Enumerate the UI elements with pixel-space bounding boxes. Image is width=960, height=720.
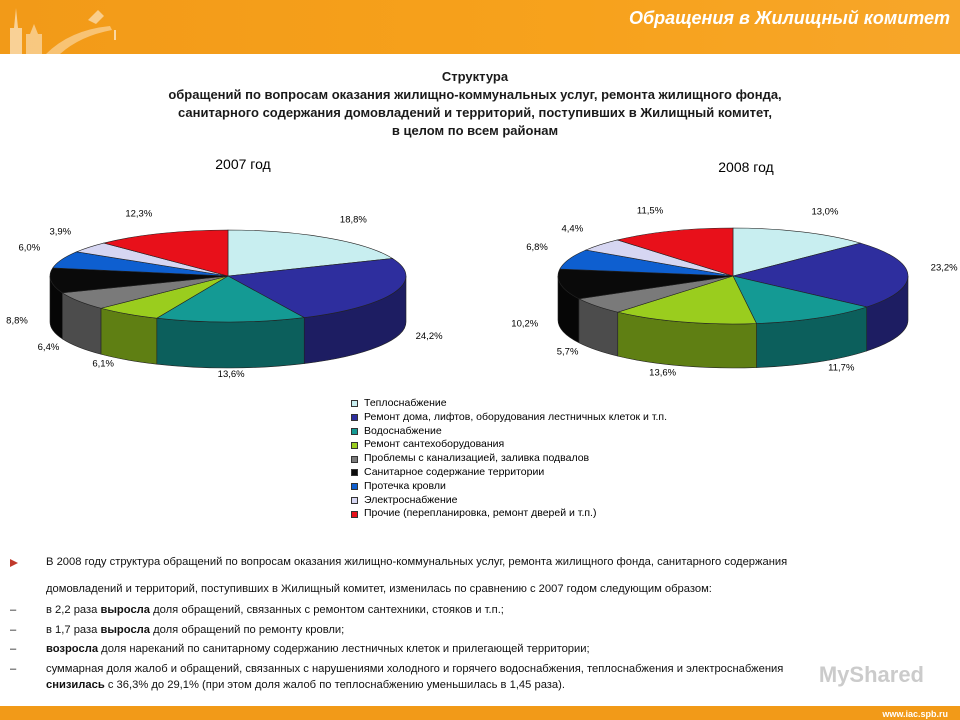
legend-item: [351, 452, 667, 466]
chart-title: 2007 год: [215, 156, 271, 172]
item-text: в 1,7 раза: [46, 624, 101, 636]
legend-label: Ремонт сантехоборудования: [364, 438, 505, 451]
legend-item: [351, 494, 667, 508]
pie-slice-side: [157, 318, 304, 368]
legend-label: Протечка кровли: [364, 479, 446, 492]
item-bold: возросла: [46, 643, 99, 655]
legend-swatch: [351, 400, 358, 407]
legend-label: Прочие (перепланировка, ремонт дверей и т.п.): [364, 507, 597, 520]
item-text: в 2,2 раза: [46, 604, 101, 616]
pie-data-label: 23,2%: [930, 262, 958, 274]
title-line: обращений по вопросам оказания жилищно-коммунальных услуг, ремонта жилищного фонда,: [168, 87, 782, 102]
legend-swatch: [351, 497, 358, 504]
header-title: Обращения в Жилищный комитет: [628, 8, 950, 28]
pie-data-label: 6,8%: [526, 242, 548, 254]
legend-swatch: [351, 428, 358, 435]
pie-data-label: 13,6%: [217, 369, 245, 381]
footer-bar: [0, 706, 960, 720]
item-text: доля обращений, связанных с ремонтом сантехники, стояков и т.п.;: [150, 604, 504, 616]
item-bold: выросла: [100, 624, 151, 636]
legend: [351, 397, 667, 521]
legend-item: [351, 425, 667, 439]
pie-data-label: 6,0%: [18, 242, 41, 254]
chart-title: 2008 год: [718, 159, 774, 175]
legend-label: Электроснабжение: [364, 493, 458, 506]
legend-label: Ремонт дома, лифтов, оборудования лестничных клеток и т.п.: [364, 410, 668, 423]
legend-item: [351, 411, 667, 425]
pie-data-label: 6,1%: [92, 358, 114, 370]
legend-label: Теплоснабжение: [364, 397, 447, 409]
legend-swatch: [351, 483, 358, 490]
legend-label: Санитарное содержание территории: [364, 465, 545, 478]
footer-url[interactable]: www.iac.spb.ru: [882, 709, 948, 719]
intro-line: домовладений и территорий, поступивших в Жилищный комитет, изменилась по сравнению с 2007 годом следующим образом:: [46, 583, 712, 595]
pie-data-label: 13,0%: [811, 206, 839, 218]
legend-label: Водоснабжение: [364, 424, 442, 437]
legend-item: [351, 480, 667, 494]
item-bold: выросла: [100, 604, 151, 616]
pie-data-label: 18,8%: [339, 214, 367, 226]
pie-data-label: 24,2%: [415, 330, 443, 342]
legend-swatch: [351, 456, 358, 463]
item-text: доля нареканий по санитарному содержанию лестничных клеток и прилегающей территории;: [98, 643, 590, 655]
pie-data-label: 6,4%: [37, 341, 60, 353]
pie-chart: [511, 159, 958, 378]
item-bold: снизилась: [46, 679, 105, 691]
legend-swatch: [351, 442, 358, 449]
legend-swatch: [351, 511, 358, 518]
legend-swatch: [351, 414, 358, 421]
pie-data-label: 3,9%: [49, 226, 72, 238]
pie-data-label: 4,4%: [561, 223, 584, 235]
pie-data-label: 10,2%: [511, 318, 539, 330]
intro-line: В 2008 году структура обращений по вопросам оказания жилищно-коммунальных услуг, ремонта жилищного фонда, санитарного содержания: [46, 556, 788, 568]
arrow-bullet-icon: [10, 556, 26, 570]
pie-data-label: 11,7%: [828, 362, 855, 374]
legend-item: [351, 507, 667, 521]
item-text: суммарная доля жалоб и обращений, связанных с нарушениями холодного и горячего водоснабжения, теплоснабжения и электроснабжения: [46, 663, 784, 675]
legend-item: [351, 397, 667, 411]
pie-chart: [6, 156, 443, 380]
pie-data-label: 12,3%: [125, 208, 153, 220]
dash: –: [10, 663, 17, 675]
pie-data-label: 13,6%: [649, 367, 677, 379]
dash: –: [10, 604, 17, 616]
dash: –: [10, 643, 17, 655]
legend-swatch: [351, 469, 358, 476]
pie-data-label: 8,8%: [6, 315, 28, 327]
pie-data-label: 11,5%: [636, 205, 664, 217]
title-line: в целом по всем районам: [391, 123, 559, 138]
legend-label: Проблемы с канализацией, заливка подвалов: [364, 452, 590, 465]
dash: –: [10, 624, 17, 636]
title-line: санитарного содержания домовладений и территорий, поступивших в Жилищный комитет,: [177, 105, 773, 120]
title-line: Структура: [441, 69, 509, 84]
item-text: с 36,3% до 29,1% (при этом доля жалоб по теплоснабжению уменьшилась в 1,45 раза).: [104, 679, 565, 691]
item-text: доля обращений по ремонту кровли;: [150, 624, 345, 636]
watermark: MyShared: [818, 662, 924, 687]
legend-item: [351, 466, 667, 480]
pie-data-label: 5,7%: [556, 346, 579, 358]
legend-item: [351, 438, 667, 452]
